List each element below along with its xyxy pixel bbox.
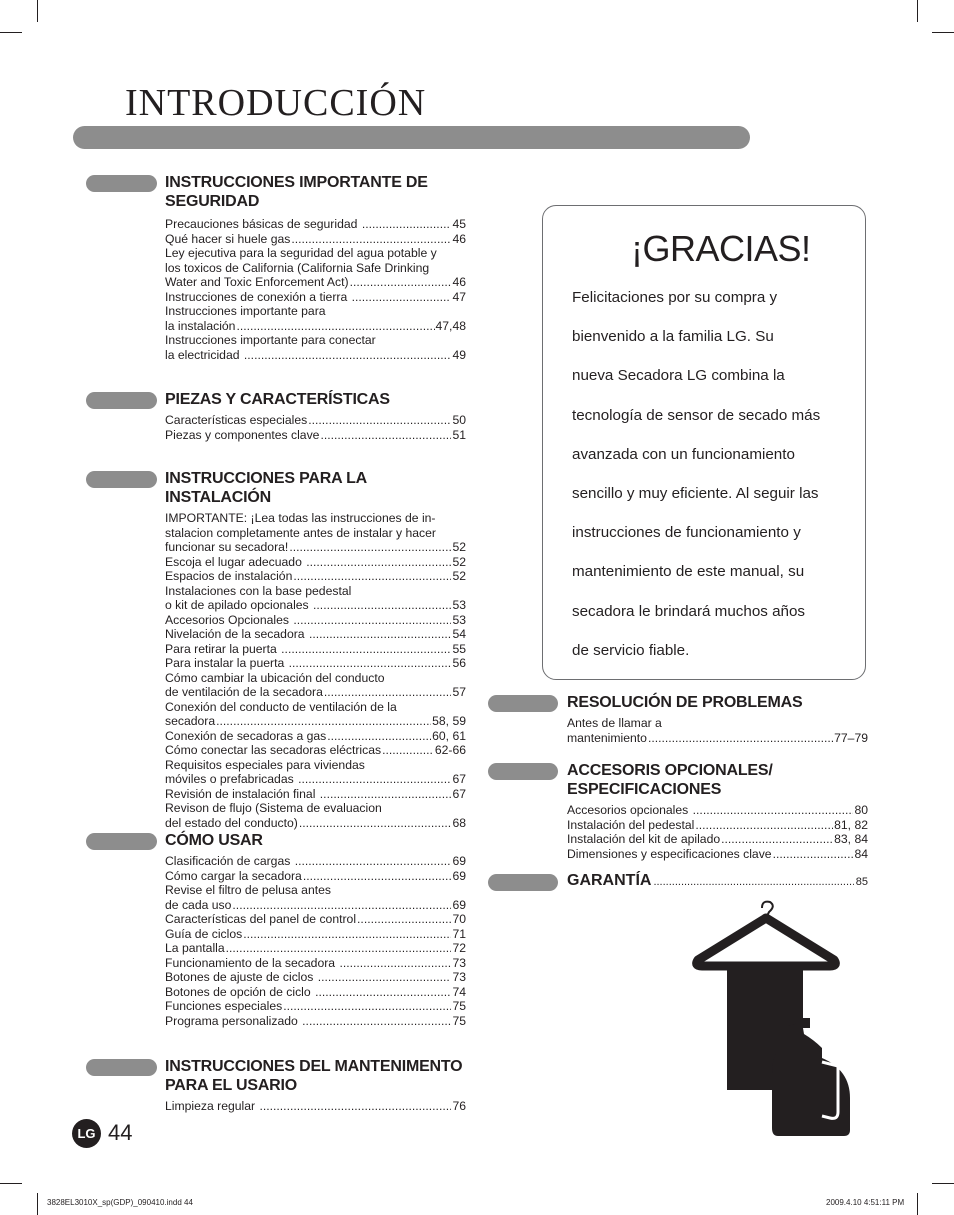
leader-dots [339,956,451,971]
toc-entry-text: mantenimiento [567,730,647,745]
page-ref: 67 [452,772,466,786]
leader-dots [306,555,451,570]
toc-entry-text: stalacion completamente antes de instalar y hacer [165,525,436,540]
hanger-towel-bottle-icon [690,898,870,1138]
page-ref: 84 [854,846,868,861]
garantia-row [567,872,868,890]
section-title: PIEZAS Y CARACTERÍSTICAS [165,391,390,408]
page-title: INTRODUCCIÓN [125,82,427,124]
toc-entry-text: Botones de ajuste de ciclos [165,970,317,984]
toc-entry-text: la instalación [165,318,236,333]
toc-entry-text: Accesorios Opcionales [165,612,293,627]
toc-entry [165,526,466,541]
toc-entry [165,656,466,671]
page-ref: 60, 61 [432,728,466,743]
section-title: INSTRUCCIONES DEL MANTENIMENTO PARA EL USARIO [165,1058,463,1094]
section-pill [86,392,157,409]
section-title: INSTRUCCIONES PARA LA INSTALACIÓN [165,470,367,506]
toc-entry-text: la electricidad [165,347,243,362]
toc-entry [165,898,466,913]
page-ref: 52 [452,569,466,583]
toc-entry [165,428,466,443]
page-ref: 76 [452,1099,466,1113]
toc-entry [165,941,466,956]
leader-dots [226,941,452,956]
page-ref: 47 [452,289,466,304]
toc-entry-text: secadora [165,714,216,728]
leader-dots [283,999,451,1014]
toc-entry-text: funcionar su secadora! [165,540,289,554]
toc-entry-text: de ventilación de la secadora [165,685,323,699]
page-ref: 80 [854,803,868,817]
toc-entry-text: Instalación del pedestal [567,817,695,832]
leader-dots [298,772,451,787]
page-ref: 70 [452,912,466,926]
leader-dots [281,642,451,657]
leader-dots [243,927,451,942]
toc-entry [165,627,466,642]
leader-dots [289,656,452,671]
page-ref: 51 [452,427,466,442]
toc-entry [165,275,466,290]
toc-entry [165,613,466,628]
toc-entry [165,217,466,232]
toc-items [165,511,466,830]
page-ref: 75 [452,999,466,1013]
section-pill [488,874,558,891]
toc-section-como-usar [86,831,466,1028]
leader-dots [236,319,434,334]
leader-dots [315,985,451,1000]
section-pill [86,833,157,850]
toc-entry [165,304,466,319]
toc-entry [165,787,466,802]
toc-entry-text: Limpieza regular [165,1099,259,1113]
page-ref: 81, 82 [834,817,868,832]
toc-entry-text: Cómo conectar las secadoras eléctricas [165,743,382,757]
leader-dots [313,598,451,613]
leader-dots [299,816,452,831]
toc-entry-text: Accesorios opcionales [567,803,692,817]
crop-mark [0,32,22,33]
leader-dots [327,729,431,744]
section-pill [86,1059,157,1076]
page-ref: 75 [452,1013,466,1028]
leader-dots [259,1099,451,1114]
footer-file: 3828EL3010X_sp(GDP)_090410.indd 44 [47,1198,193,1207]
page-ref: 74 [452,984,466,999]
toc-entry-text: los toxicos de California (California Safe Drinking [165,260,430,275]
page-ref: 71 [452,926,466,941]
toc-entry-text: Ley ejecutiva para la seguridad del agua potable y [165,246,437,260]
toc-entry-text: Características del panel de control [165,912,357,926]
toc-entry [165,985,466,1000]
toc-entry-text: Cómo cargar la secadora [165,868,302,883]
toc-entry [165,714,466,729]
toc-section-mantenimiento [86,1057,466,1114]
page-ref: 55 [452,641,466,656]
toc-entry [165,758,466,773]
leader-dots [320,428,451,443]
section-title: ACCESORIS OPCIONALES/ ESPECIFICACIONES [567,762,773,798]
leader-dots [695,818,833,833]
page-ref: 50 [452,413,466,427]
page-ref: 47,48 [435,318,466,333]
leader-dots [309,627,451,642]
toc-entry-text: Nivelación de la secadora [165,627,308,641]
footer-timestamp: 2009.4.10 4:51:11 PM [826,1198,905,1207]
page-ref: 62-66 [434,743,466,757]
toc-entry [165,801,466,816]
page-ref: 72 [452,941,466,955]
toc-entry-text: Botones de opción de ciclo [165,984,315,999]
toc-entry [165,511,466,526]
page-ref: 52 [452,554,466,569]
toc-entry-text: Para instalar la puerta [165,656,288,670]
toc-entry-text: Piezas y componentes clave [165,427,320,442]
toc-entry [165,883,466,898]
toc-section-problemas [488,693,868,745]
toc-entry-text: Water and Toxic Enforcement Act) [165,275,349,289]
toc-entry-text: Clasificación de cargas [165,854,294,868]
leader-dots [295,854,452,869]
lg-logo: LG [72,1119,101,1148]
page-ref: 77–79 [834,730,868,745]
leader-dots [350,275,452,290]
toc-entry-text: Escoja el lugar adecuado [165,554,306,569]
leader-dots [362,217,452,232]
page-ref: 53 [452,598,466,612]
toc-entry-text: La pantalla [165,941,225,955]
toc-items [165,854,466,1028]
gracias-box [542,205,866,680]
toc-entry-text: Funciones especiales [165,999,283,1013]
page-ref: 53 [452,612,466,627]
toc-entry [165,854,466,869]
toc-entry [567,818,868,833]
leader-dots [291,232,451,247]
toc-entry [567,716,868,731]
section-pill [86,471,157,488]
toc-entry [165,569,466,584]
toc-items [567,803,868,861]
section-title: INSTRUCCIONES IMPORTANTE DE SEGURIDAD [165,174,428,210]
toc-entry [165,927,466,942]
toc-entry-text: Revise el filtro de pelusa antes [165,883,331,897]
toc-entry [165,290,466,305]
page-number: 44 [108,1120,133,1145]
title-bar [73,126,750,149]
leader-dots [648,731,833,746]
leader-dots [693,803,854,818]
toc-section-piezas [86,390,466,442]
toc-entry [567,832,868,847]
toc-entry [165,729,466,744]
leader-dots [318,970,452,985]
toc-entry [165,555,466,570]
gracias-title: ¡GRACIAS! [631,228,811,269]
leader-dots [653,876,853,888]
toc-entry [165,671,466,686]
leader-dots [303,869,452,884]
toc-entry-text: Funcionamiento de la secadora [165,955,339,970]
toc-section-seguridad [86,173,466,362]
toc-entry-text: móviles o prefabricadas [165,772,298,786]
page-ref: 73 [452,970,466,984]
leader-dots [289,540,451,555]
page-ref: 73 [452,955,466,970]
leader-dots [721,832,833,847]
leader-dots [352,290,452,305]
toc-entry [165,261,466,276]
page-ref: 54 [452,627,466,641]
toc-entry [567,847,868,862]
toc-entry-text: IMPORTANTE: ¡Lea todas las instrucciones de in- [165,511,436,525]
leader-dots [232,898,451,913]
section-pill [488,763,558,780]
section-title: RESOLUCIÓN DE PROBLEMAS [567,694,803,711]
toc-entry [567,803,868,818]
toc-entry [165,1099,466,1114]
toc-entry-text: o kit de apilado opcionales [165,598,313,612]
toc-entry [165,598,466,613]
toc-entry [165,348,466,363]
crop-mark [917,1193,918,1215]
toc-entry-text: Guía de ciclos [165,926,243,941]
toc-entry [165,816,466,831]
leader-dots [293,569,451,584]
leader-dots [357,912,451,927]
page-ref: 68 [452,815,466,830]
page-ref: 58, 59 [432,714,466,728]
toc-entry-text: Antes de llamar a [567,716,662,730]
crop-mark [917,0,918,22]
toc-entry [165,700,466,715]
toc-entry [165,540,466,555]
toc-entry-text: de cada uso [165,897,232,912]
page-ref: 46 [452,231,466,246]
toc-entry-text: Instalación del kit de apilado [567,832,721,846]
page-ref: 49 [452,347,466,362]
leader-dots [324,685,452,700]
toc-entry-text: Instrucciones importante para conectar [165,333,376,347]
toc-entry [165,685,466,700]
gracias-text: Felicitaciones por su compra y bienvenido a la familia LG. Su nueva Secadora LG combina la tecnología de sensor de secado más avanzada con un funcionamiento sencillo y muy eficiente. Al seguir las instrucciones de funcionamiento y mantenimiento de este manual, su secadora le brindará muchos años de servicio fiable. [572,289,821,659]
toc-entry [165,970,466,985]
toc-entry-text: Revison de flujo (Sistema de evaluacion [165,801,382,815]
toc-entry-text: Dimensiones y especificaciones clave [567,846,772,861]
toc-entry [165,999,466,1014]
page-ref: 52 [452,540,466,554]
leader-dots [293,613,451,628]
section-title: CÓMO USAR [165,832,263,849]
toc-entry-text: Qué hacer si huele gas [165,231,291,246]
section-pill [86,175,157,192]
toc-entry [165,319,466,334]
crop-mark [932,32,954,33]
leader-dots [216,714,431,729]
toc-items [165,413,466,442]
toc-section-instalacion [86,469,466,830]
page-ref: 46 [452,275,466,289]
page-ref: 57 [452,685,466,699]
crop-mark [37,0,38,22]
toc-entry [165,772,466,787]
toc-entry-text: del estado del conducto) [165,815,298,830]
toc-entry-text: Precauciones básicas de seguridad [165,217,361,231]
page-ref: 69 [452,854,466,868]
page-ref: 69 [452,868,466,883]
toc-items [165,1099,466,1114]
toc-entry [165,869,466,884]
page-ref: 83, 84 [834,832,868,846]
toc-entry [165,956,466,971]
leader-dots [302,1014,451,1029]
section-pill [488,695,558,712]
toc-entry [165,743,466,758]
crop-mark [0,1183,22,1184]
toc-entry-text: Requisitos especiales para viviendas [165,757,365,772]
toc-entry-text: Conexión de secadoras a gas [165,728,327,743]
toc-entry [165,246,466,261]
toc-section-garantia [488,872,868,890]
toc-entry [165,912,466,927]
toc-items [567,716,868,745]
toc-entry-text: Revisión de instalación final [165,786,319,801]
page-ref: 67 [452,786,466,801]
toc-entry-text: Espacios de instalación [165,569,293,583]
toc-entry-text: Instrucciones de conexión a tierra [165,289,351,304]
leader-dots [773,847,854,862]
page-ref: 56 [452,656,466,670]
page-ref: 45 [452,217,466,231]
leader-dots [320,787,452,802]
section-title: GARANTÍA [567,872,652,889]
toc-entry-text: Instrucciones importante para [165,304,326,318]
toc-entry-text: Conexión del conducto de ventilación de la [165,699,397,714]
toc-entry [165,642,466,657]
leader-dots [382,743,434,758]
toc-entry [165,413,466,428]
toc-entry-text: Características especiales [165,413,308,427]
toc-items [165,217,466,362]
toc-entry [165,584,466,599]
crop-mark [932,1183,954,1184]
toc-entry [165,1014,466,1029]
toc-entry-text: Programa personalizado [165,1013,302,1028]
toc-entry-text: Para retirar la puerta [165,641,281,656]
toc-entry [165,333,466,348]
toc-entry [165,232,466,247]
toc-section-accesorios [488,761,868,861]
page-ref: 85 [855,876,868,888]
toc-entry-text: Instalaciones con la base pedestal [165,583,352,598]
page-ref: 69 [452,897,466,912]
leader-dots [244,348,452,363]
toc-entry [567,731,868,746]
leader-dots [308,413,451,428]
crop-mark [37,1193,38,1215]
toc-entry-text: Cómo cambiar la ubicación del conducto [165,670,385,685]
